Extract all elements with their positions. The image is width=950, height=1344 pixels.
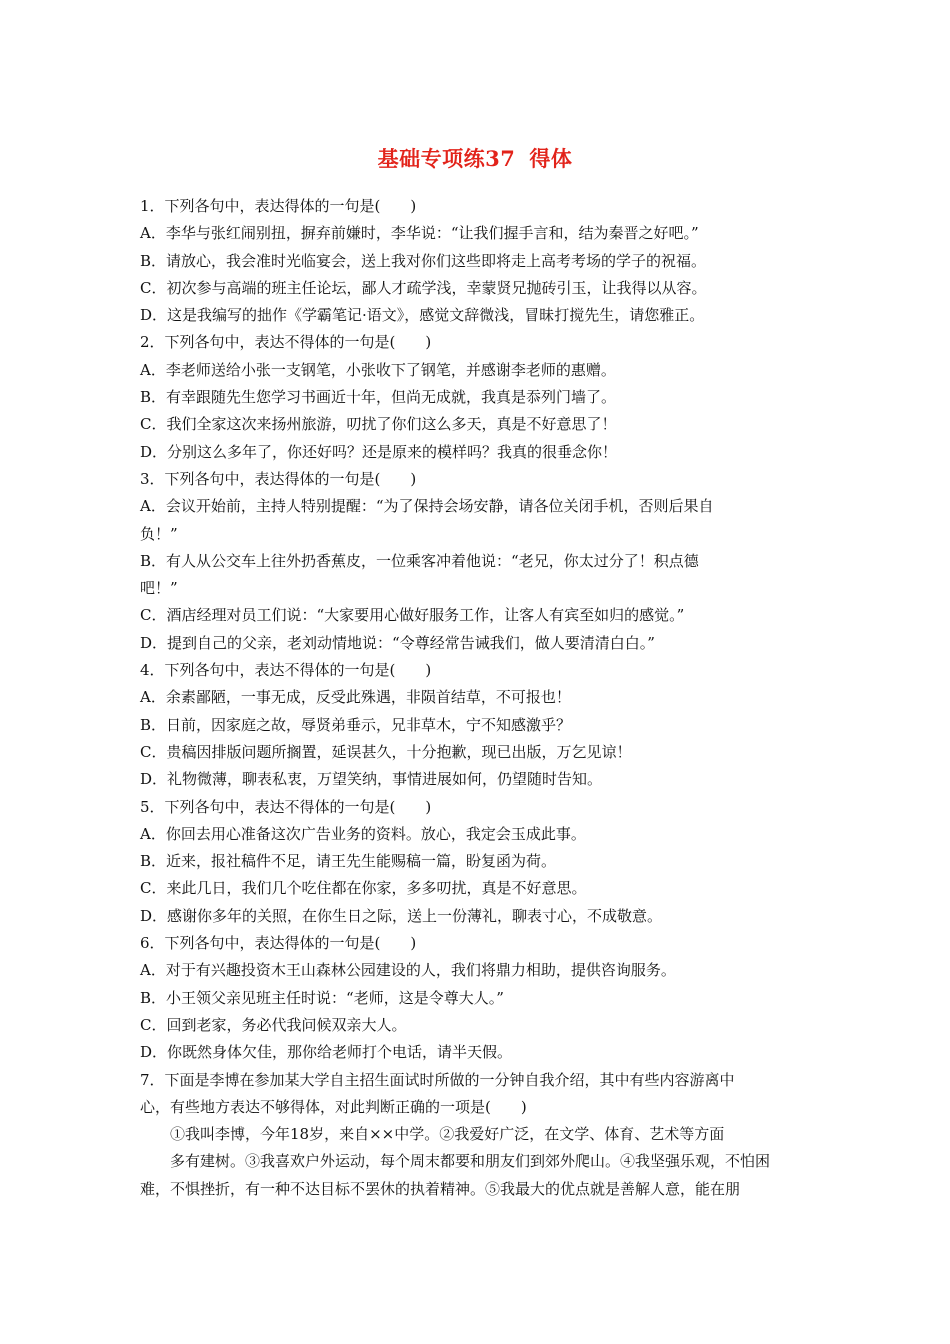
- option-c: C．贵稿因排版问题所搁置，延误甚久，十分抱歉，现已出版，万乞见谅！: [140, 742, 632, 761]
- option-c: C．来此几日，我们几个吃住都在你家，多多叨扰，真是不好意思。: [140, 879, 587, 898]
- option-b: B．请放心，我会准时光临宴会，送上我对你们这些即将走上高考考场的学子的祝福。: [140, 251, 707, 270]
- option-a: A．余素鄙陋，一事无成，反受此殊遇，非陨首结草，不可报也！: [140, 688, 571, 707]
- option-a: A．李华与张红闹别扭，摒弃前嫌时，李华说：“让我们握手言和，结为秦晋之好吧。”: [140, 224, 699, 243]
- option-b: B．日前，因家庭之故，辱贤弟垂示，兄非草木，宁不知感激乎？: [140, 715, 572, 734]
- option-b: B．小王领父亲见班主任时说：“老师，这是令尊大人。”: [140, 988, 504, 1007]
- option-c: C．回到老家，务必代我问候双亲大人。: [140, 1015, 407, 1034]
- option-c: C．酒店经理对员工们说：“大家要用心做好服务工作，让客人有宾至如归的感觉。”: [140, 606, 685, 625]
- option-b: B．有人从公交车上往外扔香蕉皮，一位乘客冲着他说：“老兄，你太过分了！积点德: [140, 551, 699, 570]
- question-stem: 4．下列各句中，表达不得体的一句是( ): [140, 661, 432, 680]
- option-b-continued: 吧！”: [140, 579, 178, 598]
- option-c: C．初次参与高端的班主任论坛，鄙人才疏学浅，幸蒙贤兄抛砖引玉，让我得以从容。: [140, 278, 707, 297]
- option-a-continued: 负！”: [140, 524, 178, 543]
- question-stem-continued: 心，有些地方表达不够得体，对此判断正确的一项是( ): [140, 1097, 527, 1116]
- option-d: D．提到自己的父亲，老刘动情地说：“令尊经常告诫我们，做人要清清白白。”: [140, 633, 655, 652]
- passage-line: 多有建树。③我喜欢户外运动，每个周末都要和朋友们到郊外爬山。④我坚强乐观，不怕困: [170, 1152, 771, 1171]
- option-b: B．近来，报社稿件不足，请王先生能赐稿一篇，盼复函为荷。: [140, 852, 557, 871]
- question-stem: 3．下列各句中，表达得体的一句是( ): [140, 469, 417, 488]
- option-d: D．这是我编写的拙作《学霸笔记·语文》，感觉文辞微浅，冒昧打搅先生，请您雅正。: [140, 306, 705, 325]
- option-d: D．你既然身体欠佳，那你给老师打个电话，请半天假。: [140, 1043, 513, 1062]
- question-stem: 7．下面是李博在参加某大学自主招生面试时所做的一分钟自我介绍，其中有些内容游离中: [140, 1070, 735, 1089]
- option-d: D．礼物微薄，聊表私衷，万望笑纳，事情进展如何，仍望随时告知。: [140, 770, 603, 789]
- passage-line: ①我叫李博，今年18岁，来自××中学。②我爱好广泛，在文学、体育、艺术等方面: [170, 1125, 725, 1144]
- question-stem: 1．下列各句中，表达得体的一句是( ): [140, 197, 417, 215]
- passage-line: 难，不惧挫折，有一种不达目标不罢休的执着精神。⑤我最大的优点就是善解人意，能在朋: [140, 1179, 741, 1198]
- option-a: A．对于有兴趣投资木王山森林公园建设的人，我们将鼎力相助，提供咨询服务。: [140, 961, 676, 980]
- option-a: A．李老师送给小张一支钢笔，小张收下了钢笔，并感谢李老师的惠赠。: [140, 360, 616, 379]
- question-stem: 5．下列各句中，表达不得体的一句是( ): [140, 797, 432, 816]
- question-stem: 6．下列各句中，表达得体的一句是( ): [140, 934, 417, 953]
- option-c: C．我们全家这次来扬州旅游，叨扰了你们这么多天，真是不好意思了！: [140, 415, 617, 434]
- question-list: [140, 193, 820, 1203]
- option-d: D．分别这么多年了，你还好吗？还是原来的模样吗？我真的很垂念你！: [140, 442, 618, 461]
- option-b: B．有幸跟随先生您学习书画近十年，但尚无成就，我真是忝列门墙了。: [140, 388, 617, 407]
- option-a: A．你回去用心准备这次广告业务的资料。放心，我定会玉成此事。: [140, 824, 586, 843]
- title-main: 基础专项练37: [377, 146, 516, 171]
- page-title: [0, 145, 950, 173]
- option-d: D．感谢你多年的关照，在你生日之际，送上一份薄礼，聊表寸心，不成敬意。: [140, 906, 663, 925]
- option-a: A．会议开始前，主持人特别提醒：“为了保持会场安静，请各位关闭手机，否则后果自: [140, 497, 714, 516]
- question-stem: 2．下列各句中，表达不得体的一句是( ): [140, 333, 432, 352]
- title-sub: 得体: [529, 146, 573, 171]
